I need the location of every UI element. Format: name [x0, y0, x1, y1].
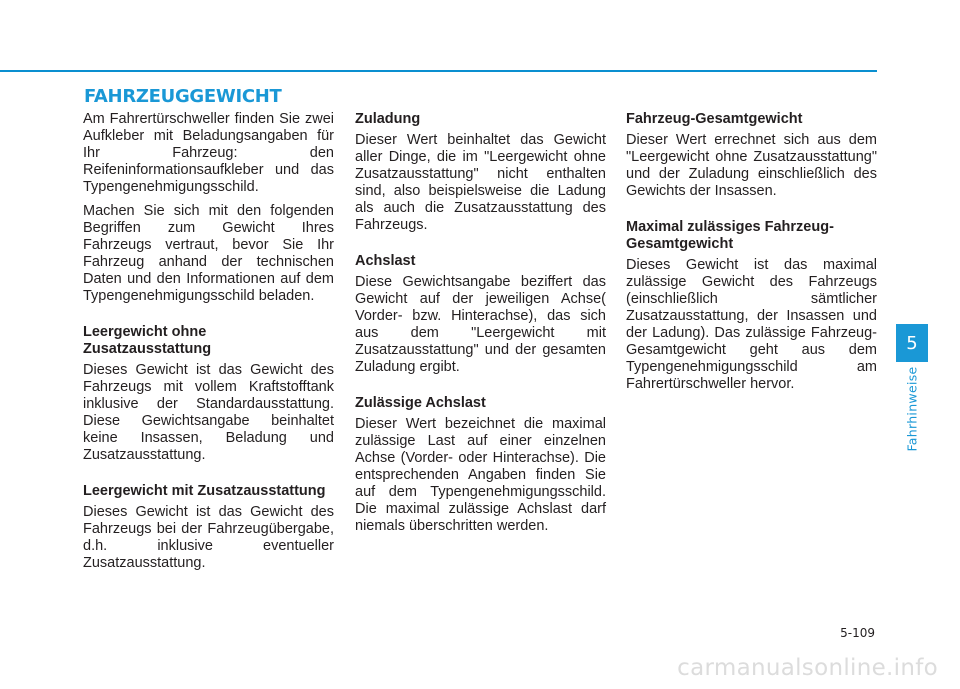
zuladung-text: Dieser Wert beinhaltet das Gewicht aller Dinge, die im "Leergewicht ohne Zusatzausstattung" nicht enthalten sind, also beispielsweise die Ladung als auch die Zusatzausstattung des Fahrzeugs.	[355, 132, 606, 233]
leergewicht-mit-text: Dieses Gewicht ist das Gewicht des Fahrzeugs bei der Fahrzeugübergabe, d.h. inklusive eventueller Zusatzausstattung.	[83, 504, 334, 571]
text-column-1	[83, 111, 334, 579]
heading-max-gesamtgewicht: Maximal zulässiges Fahrzeug-Gesamtgewicht	[626, 219, 834, 252]
heading-leergewicht-mit: Leergewicht mit Zusatzausstattung	[83, 483, 326, 499]
chapter-label: Fahrhinweise	[904, 366, 920, 452]
header-rule	[0, 70, 877, 72]
terms-paragraph: Machen Sie sich mit den folgenden Begriffen zum Gewicht Ihres Fahrzeugs vertraut, bevor Sie Ihr Fahrzeug anhand der technischen Daten und den Informationen auf dem Typengenehmigungsschild beladen.	[83, 203, 334, 304]
zulaessige-achslast-text: Dieser Wert bezeichnet die maximal zulässige Last auf einer einzelnen Achse (Vorder- oder Hinterachse). Die entsprechenden Angaben finden Sie auf dem Typengenehmigungsschild. Die maximal zulässige Achslast darf niemals überschritten werden.	[355, 416, 606, 534]
section-title: FAHRZEUGGEWICHT	[84, 86, 282, 107]
achslast-text: Diese Gewichtsangabe beziffert das Gewicht auf der jeweiligen Achse( Vorder- bzw. Hinterachse), das sich aus dem "Leergewicht mit Zusatzausstattung" und der gesamten Zuladung ergibt.	[355, 274, 606, 375]
heading-gesamtgewicht: Fahrzeug-Gesamtgewicht	[626, 111, 803, 127]
chapter-number-tab: 5	[896, 324, 928, 362]
max-gesamtgewicht-text: Dieses Gewicht ist das maximal zulässige Gewicht des Fahrzeugs (einschließlich sämtlicher Zusatzausstattung, der Insassen und der Ladung). Das zulässige Fahrzeug-Gesamtgewicht geht aus dem Typengenehmigungsschild am Fahrertürschweller hervor.	[626, 257, 877, 392]
text-column-3	[626, 111, 877, 400]
intro-paragraph: Am Fahrertürschweller finden Sie zwei Aufkleber mit Beladungsangaben für Ihr Fahrzeug: den Reifeninformationsaufkleber und das Typengenehmigungsschild.	[83, 111, 334, 195]
gesamtgewicht-text: Dieser Wert errechnet sich aus dem "Leergewicht ohne Zusatzausstattung" und der Zuladung einschließlich des Gewichts der Insassen.	[626, 132, 877, 199]
leergewicht-ohne-text: Dieses Gewicht ist das Gewicht des Fahrzeugs mit vollem Kraftstofftank inklusive der Standardausstattung. Diese Gewichtsangabe beinhaltet keine Insassen, Beladung und Zusatzausstattung.	[83, 362, 334, 463]
watermark: carmanualsonline.info	[677, 655, 938, 681]
heading-achslast: Achslast	[355, 253, 416, 269]
heading-leergewicht-ohne: Leergewicht ohne Zusatzausstattung	[83, 324, 212, 357]
page-number: 5-109	[840, 626, 875, 640]
heading-zuladung: Zuladung	[355, 111, 421, 127]
text-column-2	[355, 111, 606, 542]
heading-zulaessige-achslast: Zulässige Achslast	[355, 395, 486, 411]
